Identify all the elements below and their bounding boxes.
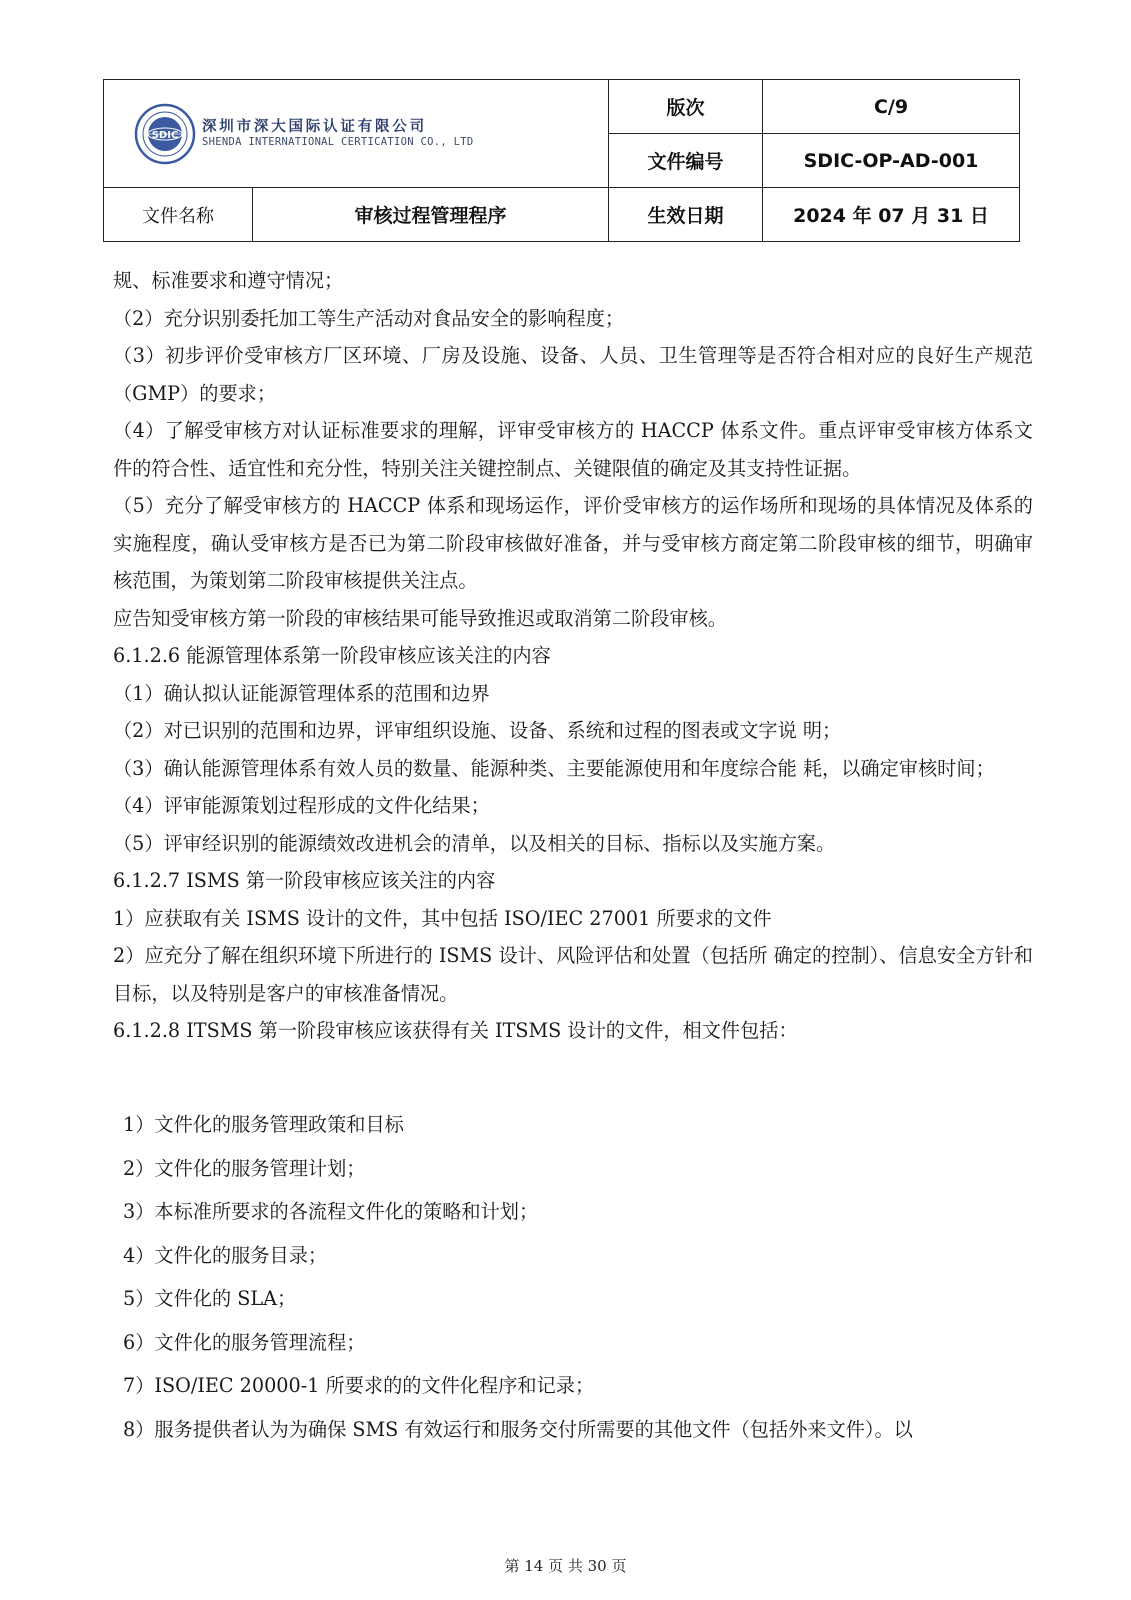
itsms-document-list [113,1103,1033,1451]
section-heading: 6.1.2.6 能源管理体系第一阶段审核应该关注的内容 [113,644,551,667]
doc-name-value: 审核过程管理程序 [253,188,609,242]
company-seal-icon [134,103,196,165]
list-item: 2）文件化的服务管理计划； [123,1156,366,1180]
list-item: 3）本标准所要求的各流程文件化的策略和计划； [123,1200,539,1223]
paragraph: 应告知受审核方第一阶段的审核结果可能导致推迟或取消第二阶段审核。 [113,606,727,630]
paragraph: 1）应获取有关 ISMS 设计的文件，其中包括 ISO/IEC 27001 所要求的文件 [113,906,772,930]
effective-date-value: 2024 年 07 月 31 日 [763,188,1020,242]
section-heading: 6.1.2.8 ITSMS 第一阶段审核应该获得有关 ITSMS 设计的文件，相文件包括： [113,1019,798,1042]
list-item: 4）文件化的服务目录； [123,1243,328,1267]
paragraph: 2）应充分了解在组织环境下所进行的 ISMS 设计、风险评估和处置（包括所 确定的控制）、信息安全方针和目标，以及特别是客户的审核准备情况。 [113,944,1033,1005]
page-number-footer: 第 14 页 共 30 页 [504,1557,627,1575]
paragraph: （2）充分识别委托加工等生产活动对食品安全的影响程度； [113,306,625,330]
paragraph: （2）对已识别的范围和边界，评审组织设施、设备、系统和过程的图表或文字说 明； [113,719,842,742]
list-item: 7）ISO/IEC 20000-1 所要求的的文件化程序和记录； [123,1374,595,1397]
section-heading: 6.1.2.7 ISMS 第一阶段审核应该关注的内容 [113,869,496,892]
company-name-en: SHENDA INTERNATIONAL CERTICATION CO., LTD [202,136,474,148]
paragraph: （5）评审经识别的能源绩效改进机会的清单，以及相关的目标、指标以及实施方案。 [113,831,836,855]
list-item: 6）文件化的服务管理流程； [123,1330,366,1354]
paragraph: （3）初步评价受审核方厂区环境、厂房及设施、设备、人员、卫生管理等是否符合相对应的良好生产规范（GMP）的要求； [113,344,1033,405]
effective-date-label: 生效日期 [609,188,763,242]
list-item: 5）文件化的 SLA； [123,1287,297,1310]
doc-number-label: 文件编号 [609,134,763,188]
paragraph: （4）了解受审核方对认证标准要求的理解，评审受审核方的 HACCP 体系文件。重点评审受审核方体系文件的符合性、适宜性和充分性，特别关注关键控制点、关键限值的确定及其支持性证据。 [113,419,1033,480]
paragraph: （1）确认拟认证能源管理体系的范围和边界 [113,681,490,705]
version-value: C/9 [763,80,1020,134]
document-header-table [103,79,1020,242]
paragraph: （5）充分了解受审核方的 HACCP 体系和现场运作，评价受审核方的运作场所和现场的具体情况及体系的实施程度，确认受审核方是否已为第二阶段审核做好准备，并与受审核方商定第二阶段审核的细节，明确审核范围，为策划第二阶段审核提供关注点。 [113,494,1033,592]
company-name-cn: 深圳市深大国际认证有限公司 [202,118,427,135]
doc-number-value: SDIC-OP-AD-001 [763,134,1020,188]
version-label: 版次 [609,80,763,134]
document-body [113,262,1033,1050]
list-item: 1）文件化的服务管理政策和目标 [123,1113,404,1136]
doc-name-label: 文件名称 [104,188,253,242]
list-item: 8）服务提供者认为为确保 SMS 有效运行和服务交付所需要的其他文件（包括外来文件）。以 [123,1417,913,1441]
logo-seal-text: SDIC [151,129,179,141]
paragraph: （3）确认能源管理体系有效人员的数量、能源种类、主要能源使用和年度综合能 耗，以确定审核时间； [113,756,995,780]
paragraph: （4）评审能源策划过程形成的文件化结果； [113,794,490,817]
paragraph: 规、标准要求和遵守情况； [113,269,344,292]
company-logo-cell [104,80,609,188]
